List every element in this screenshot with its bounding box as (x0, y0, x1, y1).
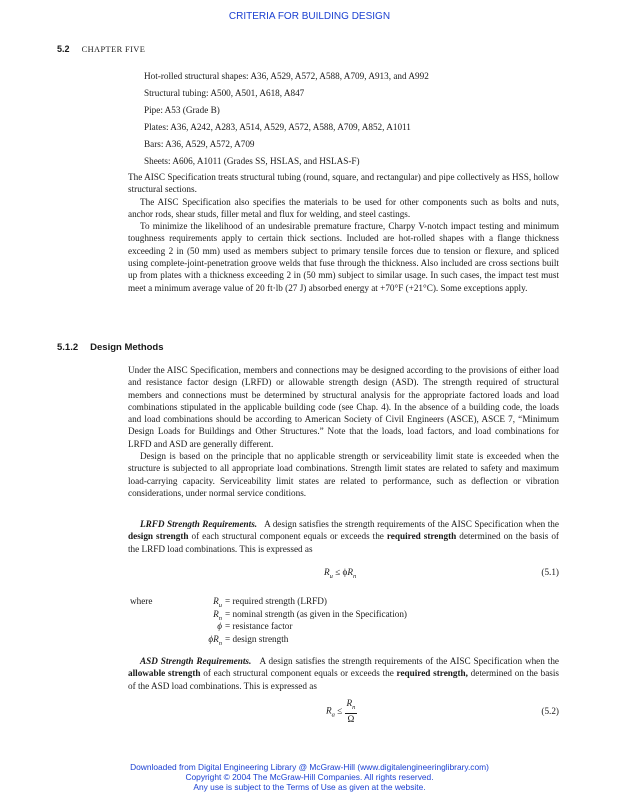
equation-5-1 (128, 567, 559, 581)
footer-notice (0, 762, 619, 792)
footer-download-line[interactable]: Downloaded from Digital Engineering Library @ McGraw-Hill (www.digitalengineeringlibrary.com) (130, 762, 489, 772)
lrfd-text: A design satisfies the strength requirements of the AISC Specification when the (264, 519, 559, 529)
asd-text: determined on the basis of the ASD load combinations. This is expressed as (128, 668, 559, 691)
materials-list (144, 70, 429, 173)
list-item: Pipe: A53 (Grade B) (144, 105, 220, 116)
fraction: $\frac{R_n}{\Omega}$ (346, 698, 356, 724)
equation-number: (5.1) (541, 567, 559, 577)
definition: = resistance factor (225, 621, 293, 631)
running-head (57, 44, 145, 54)
equation-expression: $R_u \le \phi R_n$ (324, 567, 357, 580)
footer-copyright-line: Copyright © 2004 The McGraw-Hill Companies. All rights reserved. (185, 772, 434, 782)
equation-5-2 (128, 698, 559, 724)
footer-terms-line[interactable]: Any use is subject to the Terms of Use as given at the website. (193, 782, 426, 792)
paragraph-limit-states: Design is based on the principle that no applicable strength or serviceability limit state is exceeded when the structure is subjected to all appropriate load combinations. Strength limit states are related to safety and maximum load-carrying capacity. Serviceability limit states are related to performance, such as deflection or vibration considerations, under normal service conditions. (128, 451, 559, 498)
paragraph-lrfd-asd: Under the AISC Specification, members and connections may be designed according to the provisions of either load and resistance factor design (LRFD) or allowable strength design (ASD). The strength required of structural members and connections must be determined by structural analysis for the appropriate factored loads and load combinations stipulated in the applicable building code (see Chap. 4). In the absence of a building code, the loads and load combinations should be according to American Society of Civil Engineers (ASCE), ASCE 7, “Minimum Design Loads for Buildings and Other Structures.” Note that the loads, load factors, and load combinations for LRFD and ASD are generally different. (128, 365, 559, 449)
symbol: $R_n$ (213, 608, 222, 622)
page-banner: CRITERIA FOR BUILDING DESIGN (228, 11, 391, 22)
asd-text: of each structural component equals or exceeds the (203, 668, 394, 679)
list-item: Hot-rolled structural shapes: A36, A529, A572, A588, A709, A913, and A992 (144, 71, 429, 81)
symbol: ϕ (217, 621, 222, 631)
design-methods-paragraphs (128, 364, 559, 499)
symbol: $\phi R_n$ (208, 633, 222, 647)
paragraph-components: The AISC Specification also specifies the materials to be used for other components such as bolts and nuts, anchor rods, shear studs, filler metal and flux for welding, and steel castings. (128, 196, 559, 219)
symbol: $R_u$ (213, 596, 222, 609)
page-number: 5.2 (57, 44, 70, 54)
lrfd-text: of each structural component equals or exceeds the (191, 531, 384, 542)
list-item: Bars: A36, A529, A572, A709 (144, 139, 255, 150)
section-title: Design Methods (90, 342, 164, 353)
definition: = required strength (LRFD) (225, 596, 327, 606)
where-label: where (130, 596, 153, 606)
lrfd-text: determined on the basis of the LRFD load combinations. This is expressed as (128, 531, 559, 554)
required-strength-term: required strength, (396, 668, 468, 679)
paragraph-toughness: To minimize the likelihood of an undesirable premature fracture, Charpy V-notch impact testing and minimum toughness requirements apply to certain thick sections. Included are hot-rolled shapes with a flange thickness exceeding 2 in (50 mm) used as members subject to primary tensile forces due to tension or flexure, and spliced using complete-joint-penetration groove welds that fuse through the thickness. Also included are cross sections built up from plates with a thickness exceeding 2 in (50 mm) subject to similar usage. In such cases, the impact test must meet a minimum average value of 20 ft·lb (27 J) absorbed energy at +70°F (+21°C). Some exceptions apply. (128, 221, 559, 293)
list-item: Plates: A36, A242, A283, A514, A529, A572, A588, A709, A852, A1011 (144, 122, 411, 133)
design-strength-term: design strength (128, 531, 189, 542)
definition: = design strength (225, 633, 289, 644)
equation-expression: $R_a$ ≤ $\frac{R_n}{\Omega}$ (326, 698, 356, 724)
materials-paragraphs (128, 171, 559, 294)
asd-heading: ASD Strength Requirements. (140, 656, 252, 666)
definition: = nominal strength (as given in the Specification) (225, 608, 407, 619)
list-item: Sheets: A606, A1011 (Grades SS, HSLAS, and HSLAS-F) (144, 156, 360, 167)
list-item: Structural tubing: A500, A501, A618, A847 (144, 88, 305, 99)
lrfd-heading: LRFD Strength Requirements. (140, 519, 258, 529)
section-number: 5.1.2 (57, 342, 79, 353)
chapter-label: CHAPTER FIVE (81, 45, 146, 54)
asd-text: A design satisfies the strength requirements of the AISC Specification when the (259, 656, 559, 666)
equation-number: (5.2) (541, 706, 559, 716)
lrfd-paragraph (128, 518, 559, 555)
required-strength-term: required strength (386, 531, 457, 542)
asd-paragraph (128, 655, 559, 692)
allowable-strength-term: allowable strength (128, 668, 201, 679)
section-heading (57, 342, 164, 353)
paragraph-hss: The AISC Specification treats structural tubing (round, square, and rectangular) and pipe collectively as HSS, hollow structural sections. (128, 172, 559, 195)
